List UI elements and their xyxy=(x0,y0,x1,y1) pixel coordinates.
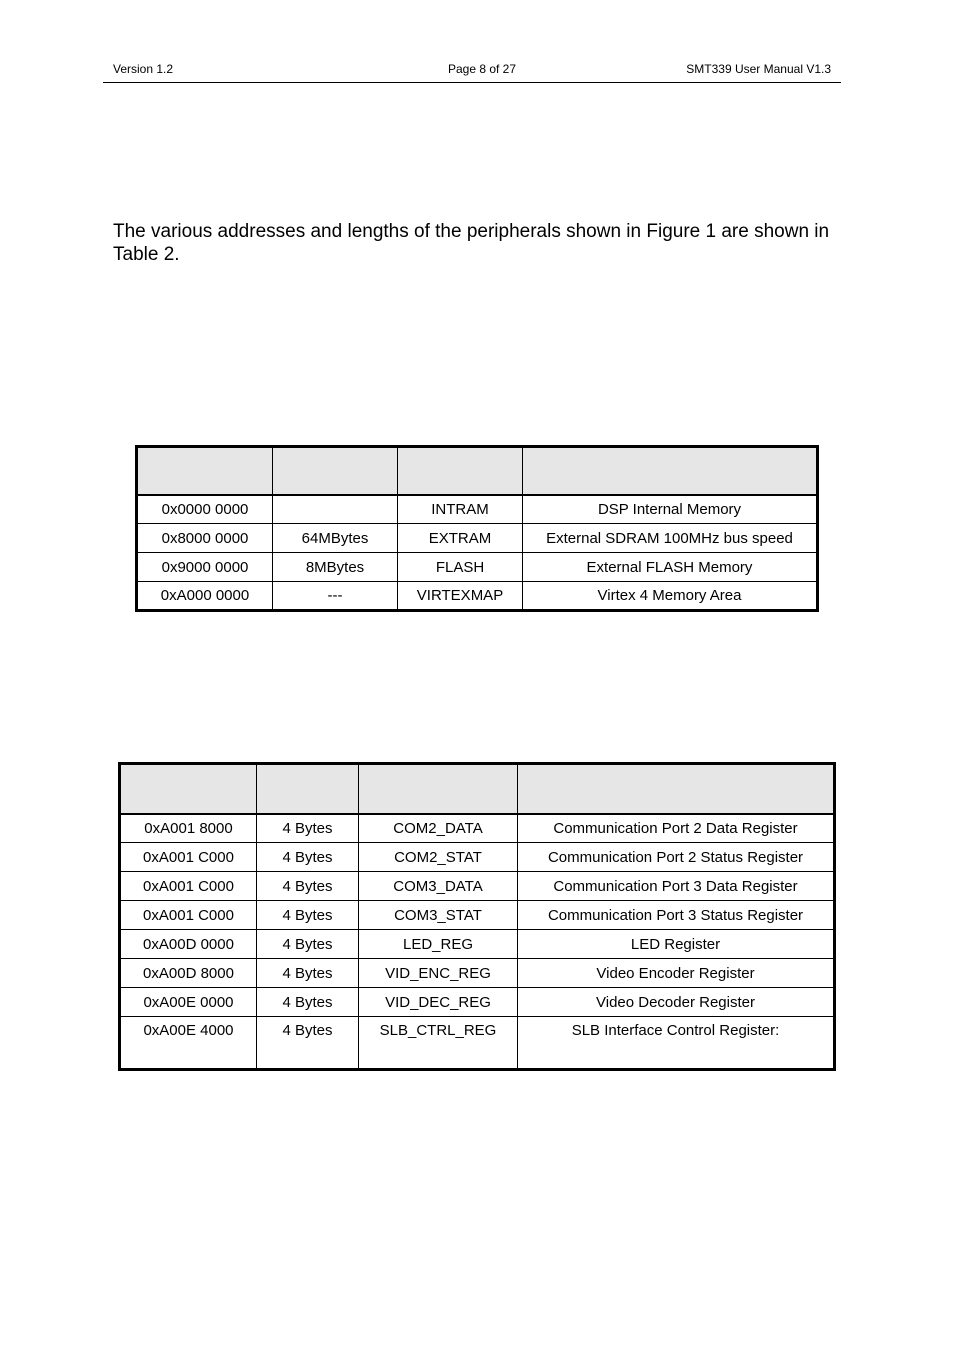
length-cell: 4 Bytes xyxy=(257,930,359,959)
address-cell: 0xA00D 0000 xyxy=(120,930,257,959)
header-cell xyxy=(137,447,273,495)
description-cell: Video Encoder Register xyxy=(518,959,835,988)
address-cell: 0xA001 C000 xyxy=(120,843,257,872)
memory-map-table xyxy=(135,445,819,612)
table-row xyxy=(120,843,835,872)
address-cell: 0x0000 0000 xyxy=(137,495,273,524)
table-row xyxy=(120,814,835,843)
name-cell: COM3_STAT xyxy=(359,901,518,930)
table-row xyxy=(137,553,818,582)
name-cell: EXTRAM xyxy=(398,524,523,553)
length-cell: 4 Bytes xyxy=(257,988,359,1017)
description-cell: DSP Internal Memory xyxy=(523,495,818,524)
length-cell: 4 Bytes xyxy=(257,872,359,901)
length-cell: 4 Bytes xyxy=(257,1017,359,1070)
table-row xyxy=(120,1017,835,1070)
name-cell: VIRTEXMAP xyxy=(398,582,523,611)
description-cell: Virtex 4 Memory Area xyxy=(523,582,818,611)
description-cell: Communication Port 3 Data Register xyxy=(518,872,835,901)
table-header-row xyxy=(137,447,818,495)
address-cell: 0xA00E 4000 xyxy=(120,1017,257,1070)
address-cell: 0xA001 C000 xyxy=(120,901,257,930)
description-cell: Communication Port 2 Data Register xyxy=(518,814,835,843)
description-cell: SLB Interface Control Register: xyxy=(518,1017,835,1070)
header-cell xyxy=(398,447,523,495)
table-row xyxy=(120,988,835,1017)
table-row xyxy=(120,959,835,988)
name-cell: FLASH xyxy=(398,553,523,582)
header-cell xyxy=(518,764,835,814)
header-version: Version 1.2 xyxy=(113,62,174,76)
length-cell: 4 Bytes xyxy=(257,959,359,988)
header-cell xyxy=(120,764,257,814)
description-cell: Video Decoder Register xyxy=(518,988,835,1017)
address-cell: 0x8000 0000 xyxy=(137,524,273,553)
name-cell: SLB_CTRL_REG xyxy=(359,1017,518,1070)
description-cell: External FLASH Memory xyxy=(523,553,818,582)
length-cell: --- xyxy=(273,582,398,611)
length-cell: 4 Bytes xyxy=(257,901,359,930)
description-cell: LED Register xyxy=(518,930,835,959)
header-cell xyxy=(523,447,818,495)
table-row xyxy=(137,582,818,611)
table-row xyxy=(137,495,818,524)
table-row xyxy=(120,930,835,959)
length-cell: 64MBytes xyxy=(273,524,398,553)
name-cell: COM3_DATA xyxy=(359,872,518,901)
address-cell: 0xA000 0000 xyxy=(137,582,273,611)
header-cell xyxy=(257,764,359,814)
table-header-row xyxy=(120,764,835,814)
name-cell: VID_ENC_REG xyxy=(359,959,518,988)
length-cell: 4 Bytes xyxy=(257,814,359,843)
table-row xyxy=(120,872,835,901)
header-page-number: Page 8 of 27 xyxy=(447,62,517,76)
address-cell: 0xA001 C000 xyxy=(120,872,257,901)
length-cell: 8MBytes xyxy=(273,553,398,582)
name-cell: VID_DEC_REG xyxy=(359,988,518,1017)
address-cell: 0xA00E 0000 xyxy=(120,988,257,1017)
length-cell xyxy=(273,495,398,524)
description-cell: Communication Port 3 Status Register xyxy=(518,901,835,930)
header-cell xyxy=(359,764,518,814)
table-row xyxy=(120,901,835,930)
register-map-table xyxy=(118,762,836,1071)
address-cell: 0xA00D 8000 xyxy=(120,959,257,988)
description-cell: Communication Port 2 Status Register xyxy=(518,843,835,872)
address-cell: 0xA001 8000 xyxy=(120,814,257,843)
name-cell: LED_REG xyxy=(359,930,518,959)
intro-paragraph: The various addresses and lengths of the peripherals shown in Figure 1 are shown in Table 2. xyxy=(113,221,830,265)
table-row xyxy=(137,524,818,553)
description-cell: External SDRAM 100MHz bus speed xyxy=(523,524,818,553)
address-cell: 0x9000 0000 xyxy=(137,553,273,582)
name-cell: COM2_STAT xyxy=(359,843,518,872)
length-cell: 4 Bytes xyxy=(257,843,359,872)
name-cell: INTRAM xyxy=(398,495,523,524)
page-header xyxy=(103,60,841,83)
name-cell: COM2_DATA xyxy=(359,814,518,843)
header-cell xyxy=(273,447,398,495)
header-document-title: SMT339 User Manual V1.3 xyxy=(686,62,831,76)
